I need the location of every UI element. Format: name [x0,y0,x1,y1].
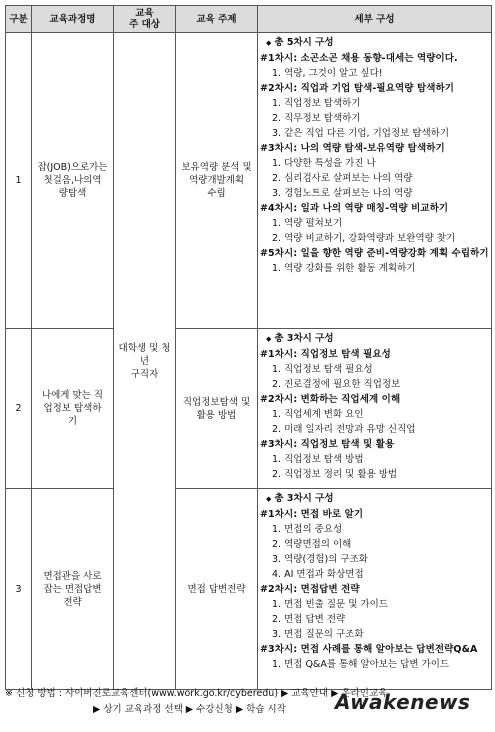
session-title: #2차시: 변화하는 직업세계 이해 [260,394,401,405]
session-item: 1. 역량, 그것이 알고 싶다! [272,68,383,79]
target-audience: 대학생 및 청년 구직자 [114,33,176,690]
session-title: #2차시: 직업과 기업 탐색-필요역량 탐색하기 [260,83,455,94]
row-number: 2 [6,329,32,489]
session-item: 2. 직무정보 탐색하기 [272,113,361,124]
detail-cell [258,489,492,690]
session-item: 2. 직업정보 정리 및 활용 방법 [272,469,398,480]
watermark-logo [335,690,470,714]
session-title: #1차시: 소곤소곤 채용 동향-대세는 역량이다. [260,53,458,64]
session-item: 1. 면접 빈출 질문 및 가이드 [272,599,388,610]
session-title: #3차시: 직업정보 탐색 및 활용 [260,439,395,450]
header-no: 구분 [6,6,32,33]
diamond-bullet-icon: ◆ [266,39,272,47]
session-item: 2. 역량면접의 이해 [272,539,352,550]
session-item: 1. 직업정보 탐색 필요성 [272,364,373,375]
session-item: 1. 면접 Q&A를 통해 알아보는 답변 가이드 [272,659,450,670]
session-item: 1. 역량 펼쳐보기 [272,218,343,229]
course-topic: 직업정보탐색 및 활용 방법 [176,329,258,489]
session-title: #5차시: 일을 향한 역량 준비-역량강화 계획 수립하기 [260,248,489,259]
session-total [260,331,491,347]
session-item: 3. 경험노트로 살펴보는 나의 역량 [272,188,413,199]
detail-cell [258,33,492,329]
session-total-label: 총 5차시 구성 [274,37,334,48]
table-row [6,489,492,690]
session-item: 2. 심리검사로 살펴보는 나의 역량 [272,173,413,184]
session-item: 1. 직업정보 탐색하기 [272,98,361,109]
curriculum-table [5,5,492,690]
table-row [6,33,492,329]
header-detail: 세부 구성 [258,6,492,33]
session-title: #2차시: 면접답변 전략 [260,584,360,595]
session-title: #1차시: 면접 바로 알기 [260,509,364,520]
row-number: 1 [6,33,32,329]
session-item: 1. 다양한 특성을 가진 나 [272,158,376,169]
table-header-row [6,6,492,33]
session-item: 3. 역량(경험)의 구조화 [272,554,368,565]
header-course: 교육과정명 [32,6,114,33]
session-item: 1. 역량 강화를 위한 활동 계획하기 [272,263,416,274]
header-topic: 교육 주제 [176,6,258,33]
session-item: 1. 직업정보 탐색 방법 [272,454,364,465]
course-topic: 보유역량 분석 및 역량개발계획 수립 [176,33,258,329]
guide-line-1: ※ 신청 방법 : 사이버진로교육센터(www.work.go.kr/cyberedu) ▶ 교육안내 ▶ 온라인교육 [5,688,388,699]
guide-line-2: ▶ 상기 교육과정 선택 ▶ 수강신청 ▶ 학습 시작 [93,704,286,715]
session-item: 1. 면접의 중요성 [272,524,343,535]
session-total-label: 총 3차시 구성 [274,333,334,344]
table-body [6,33,492,690]
session-title: #3차시: 나의 역량 탐색-보유역량 탐색하기 [260,143,445,154]
diamond-bullet-icon: ◆ [266,495,272,503]
session-title: #1차시: 직업정보 탐색 필요성 [260,349,391,360]
session-title: #3차시: 면접 사례를 통해 알아보는 답변전략Q&A [260,644,478,655]
course-name: 잡(JOB)으로가는 첫걸음,나의역 량탐색 [32,33,114,329]
course-name: 면접관을 사로 잡는 면접답변 전략 [32,489,114,690]
watermark-text: Awakenews [335,690,471,714]
session-item: 2. 역량 비교하기, 강화역량과 보완역량 찾기 [272,233,456,244]
detail-cell [258,329,492,489]
session-title: #4차시: 일과 나의 역량 매칭-역량 비교하기 [260,203,449,214]
session-item: 2. 미래 일자리 전망과 유망 신직업 [272,424,416,435]
session-total [260,35,491,51]
row-number: 3 [6,489,32,690]
session-item: 4. AI 면접과 화상면접 [272,569,364,580]
session-item: 3. 면접 질문의 구조화 [272,629,364,640]
session-total [260,491,491,507]
session-item: 1. 직업세계 변화 요인 [272,409,364,420]
session-item: 3. 같은 직업 다른 기업, 기업정보 탐색하기 [272,128,450,139]
header-target: 교육 주 대상 [114,6,176,33]
session-item: 2. 진로결정에 필요한 직업정보 [272,379,401,390]
course-topic: 면접 답변전략 [176,489,258,690]
course-name: 나에게 맞는 직 업정보 탐색하 기 [32,329,114,489]
session-item: 2. 면접 답변 전략 [272,614,346,625]
session-total-label: 총 3차시 구성 [274,493,334,504]
diamond-bullet-icon: ◆ [266,335,272,343]
table-row [6,329,492,489]
